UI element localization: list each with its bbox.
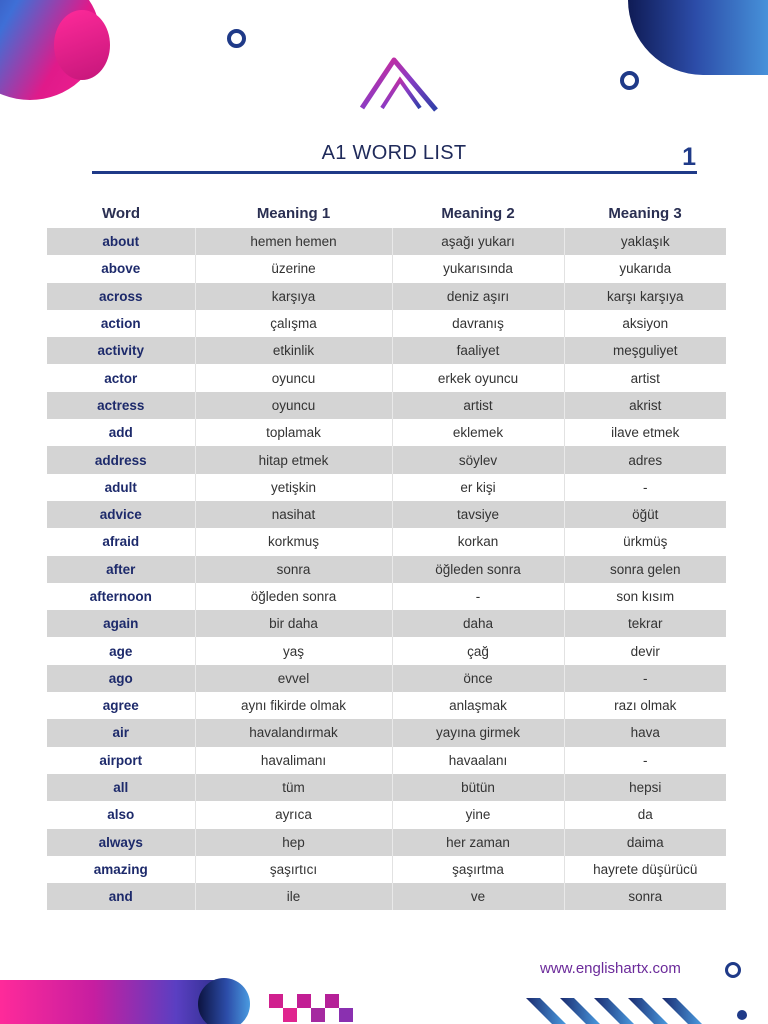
meaning-1-cell: nasihat — [195, 501, 392, 528]
meaning-3-cell: karşı karşıya — [564, 283, 726, 310]
table-row — [47, 310, 726, 337]
table-row — [47, 692, 726, 719]
meaning-2-cell: aşağı yukarı — [392, 228, 564, 255]
table-row — [47, 364, 726, 391]
meaning-3-cell: - — [564, 747, 726, 774]
meaning-1-cell: ayrıca — [195, 801, 392, 828]
meaning-3-cell: daima — [564, 829, 726, 856]
meaning-2-cell: er kişi — [392, 474, 564, 501]
table-row — [47, 610, 726, 637]
meaning-1-cell: yaş — [195, 637, 392, 664]
meaning-1-cell: evvel — [195, 665, 392, 692]
table-row — [47, 719, 726, 746]
meaning-3-cell: artist — [564, 364, 726, 391]
header-meaning-2: Meaning 2 — [441, 204, 515, 222]
table-row — [47, 228, 726, 255]
word-cell: always — [47, 829, 195, 856]
table-row — [47, 774, 726, 801]
table-row — [47, 556, 726, 583]
meaning-2-cell: - — [392, 583, 564, 610]
word-cell: activity — [47, 337, 195, 364]
word-cell: action — [100, 316, 141, 332]
meaning-2-cell: bütün — [392, 774, 564, 801]
meaning-1-cell: sonra — [195, 556, 392, 583]
table-row — [47, 829, 726, 856]
table-row — [47, 528, 726, 555]
meaning-3-cell: adres — [564, 446, 726, 473]
meaning-3-cell: meşguliyet — [564, 337, 726, 364]
page-number: 1 — [682, 143, 696, 171]
table-row — [47, 856, 726, 883]
meaning-1-cell: ile — [195, 883, 392, 910]
meaning-2-cell: yukarısında — [392, 255, 564, 282]
meaning-1-cell: etkinlik — [195, 337, 392, 364]
meaning-1-cell: havalandırmak — [195, 719, 392, 746]
meaning-1-cell: oyuncu — [195, 364, 392, 391]
meaning-2-cell: tavsiye — [392, 501, 564, 528]
meaning-1-cell: karşıya — [195, 283, 392, 310]
meaning-3-cell: yaklaşık — [564, 228, 726, 255]
word-cell: age — [109, 643, 133, 659]
meaning-2-cell: ve — [392, 883, 564, 910]
word-cell: after — [47, 556, 195, 583]
meaning-3-cell: ürkmüş — [564, 528, 726, 555]
meaning-2-cell: öğleden sonra — [392, 556, 564, 583]
word-cell: about — [47, 228, 195, 255]
meaning-2-cell: çağ — [392, 637, 564, 664]
word-cell: all — [47, 774, 195, 801]
word-cell: address — [47, 446, 195, 473]
meaning-3-cell: hepsi — [564, 774, 726, 801]
word-cell: amazing — [93, 861, 148, 877]
meaning-2-cell: şaşırtma — [392, 856, 564, 883]
meaning-3-cell: - — [564, 474, 726, 501]
meaning-3-cell: da — [564, 801, 726, 828]
table-row — [47, 883, 726, 910]
meaning-3-cell: akrist — [564, 392, 726, 419]
meaning-3-cell: son kısım — [564, 583, 726, 610]
meaning-1-cell: hep — [195, 829, 392, 856]
meaning-3-cell: razı olmak — [564, 692, 726, 719]
meaning-3-cell: - — [564, 665, 726, 692]
page-title: A1 WORD LIST — [321, 142, 467, 164]
table-row — [47, 474, 726, 501]
dot-decoration — [737, 1010, 747, 1020]
ring-decoration — [620, 71, 639, 90]
word-cell: across — [47, 283, 195, 310]
meaning-1-cell: şaşırtıcı — [195, 856, 392, 883]
table-row — [47, 637, 726, 664]
diagonal-stripes-decoration — [526, 998, 736, 1024]
word-cell: afternoon — [89, 589, 152, 604]
word-cell: airport — [99, 752, 143, 768]
top-left-pink-blob — [54, 10, 110, 80]
meaning-1-cell: oyuncu — [195, 392, 392, 419]
table-row — [47, 501, 726, 528]
header-word: Word — [101, 204, 141, 222]
table-row — [47, 583, 726, 610]
meaning-2-cell: önce — [392, 665, 564, 692]
title-underline — [92, 171, 697, 174]
meaning-1-cell: korkmuş — [195, 528, 392, 555]
table-row — [47, 283, 726, 310]
meaning-1-cell: toplamak — [195, 419, 392, 446]
header-meaning-3: Meaning 3 — [608, 204, 682, 222]
word-cell: actress — [47, 392, 195, 419]
meaning-2-cell: eklemek — [392, 419, 564, 446]
meaning-2-cell: her zaman — [392, 829, 564, 856]
meaning-2-cell: faaliyet — [392, 337, 564, 364]
table-header-row — [47, 198, 726, 228]
word-cell: and — [47, 883, 195, 910]
table-row — [47, 255, 726, 282]
header-meaning-1: Meaning 1 — [256, 204, 331, 222]
meaning-3-cell: sonra gelen — [564, 556, 726, 583]
brand-logo-icon — [354, 54, 440, 114]
word-cell: again — [47, 610, 195, 637]
word-cell: ago — [47, 665, 195, 692]
meaning-3-cell: aksiyon — [564, 310, 726, 337]
ring-decoration — [725, 962, 741, 978]
meaning-2-cell: artist — [392, 392, 564, 419]
bottom-left-gradient-circle — [198, 978, 250, 1024]
word-cell: air — [47, 719, 195, 746]
table-row — [47, 446, 726, 473]
table-row — [47, 419, 726, 446]
table-row — [47, 747, 726, 774]
meaning-2-cell: söylev — [392, 446, 564, 473]
word-cell: afraid — [102, 534, 140, 550]
table-row — [47, 665, 726, 692]
meaning-2-cell: daha — [392, 610, 564, 637]
word-cell: advice — [47, 501, 195, 528]
word-cell: add — [108, 425, 133, 441]
word-cell: actor — [104, 370, 138, 386]
meaning-2-cell: anlaşmak — [392, 692, 564, 719]
meaning-2-cell: havaalanı — [392, 747, 564, 774]
meaning-1-cell: çalışma — [195, 310, 392, 337]
meaning-3-cell: yukarıda — [564, 255, 726, 282]
meaning-1-cell: üzerine — [195, 255, 392, 282]
meaning-1-cell: hemen hemen — [195, 228, 392, 255]
meaning-3-cell: devir — [564, 637, 726, 664]
meaning-3-cell: sonra — [564, 883, 726, 910]
meaning-3-cell: tekrar — [564, 610, 726, 637]
meaning-2-cell: yine — [392, 801, 564, 828]
meaning-3-cell: hayrete düşürücü — [564, 856, 726, 883]
meaning-3-cell: ilave etmek — [564, 419, 726, 446]
word-cell: also — [107, 807, 135, 823]
ring-decoration — [227, 29, 246, 48]
meaning-1-cell: aynı fikirde olmak — [195, 692, 392, 719]
meaning-1-cell: tüm — [195, 774, 392, 801]
meaning-1-cell: bir daha — [195, 610, 392, 637]
table-row — [47, 337, 726, 364]
table-row — [47, 392, 726, 419]
meaning-2-cell: korkan — [392, 528, 564, 555]
table-row — [47, 801, 726, 828]
meaning-3-cell: hava — [564, 719, 726, 746]
meaning-1-cell: hitap etmek — [195, 446, 392, 473]
meaning-3-cell: öğüt — [564, 501, 726, 528]
word-list-table — [47, 198, 726, 910]
meaning-2-cell: erkek oyuncu — [392, 364, 564, 391]
meaning-1-cell: öğleden sonra — [195, 583, 392, 610]
top-right-gradient-blob — [628, 0, 768, 75]
word-cell: adult — [104, 479, 137, 495]
meaning-2-cell: deniz aşırı — [392, 283, 564, 310]
meaning-1-cell: havalimanı — [195, 747, 392, 774]
meaning-2-cell: yayına girmek — [392, 719, 564, 746]
meaning-2-cell: davranış — [392, 310, 564, 337]
word-cell: agree — [102, 698, 139, 714]
website-link[interactable]: www.englishartx.com — [540, 960, 681, 977]
word-cell: above — [101, 261, 141, 277]
meaning-1-cell: yetişkin — [195, 474, 392, 501]
